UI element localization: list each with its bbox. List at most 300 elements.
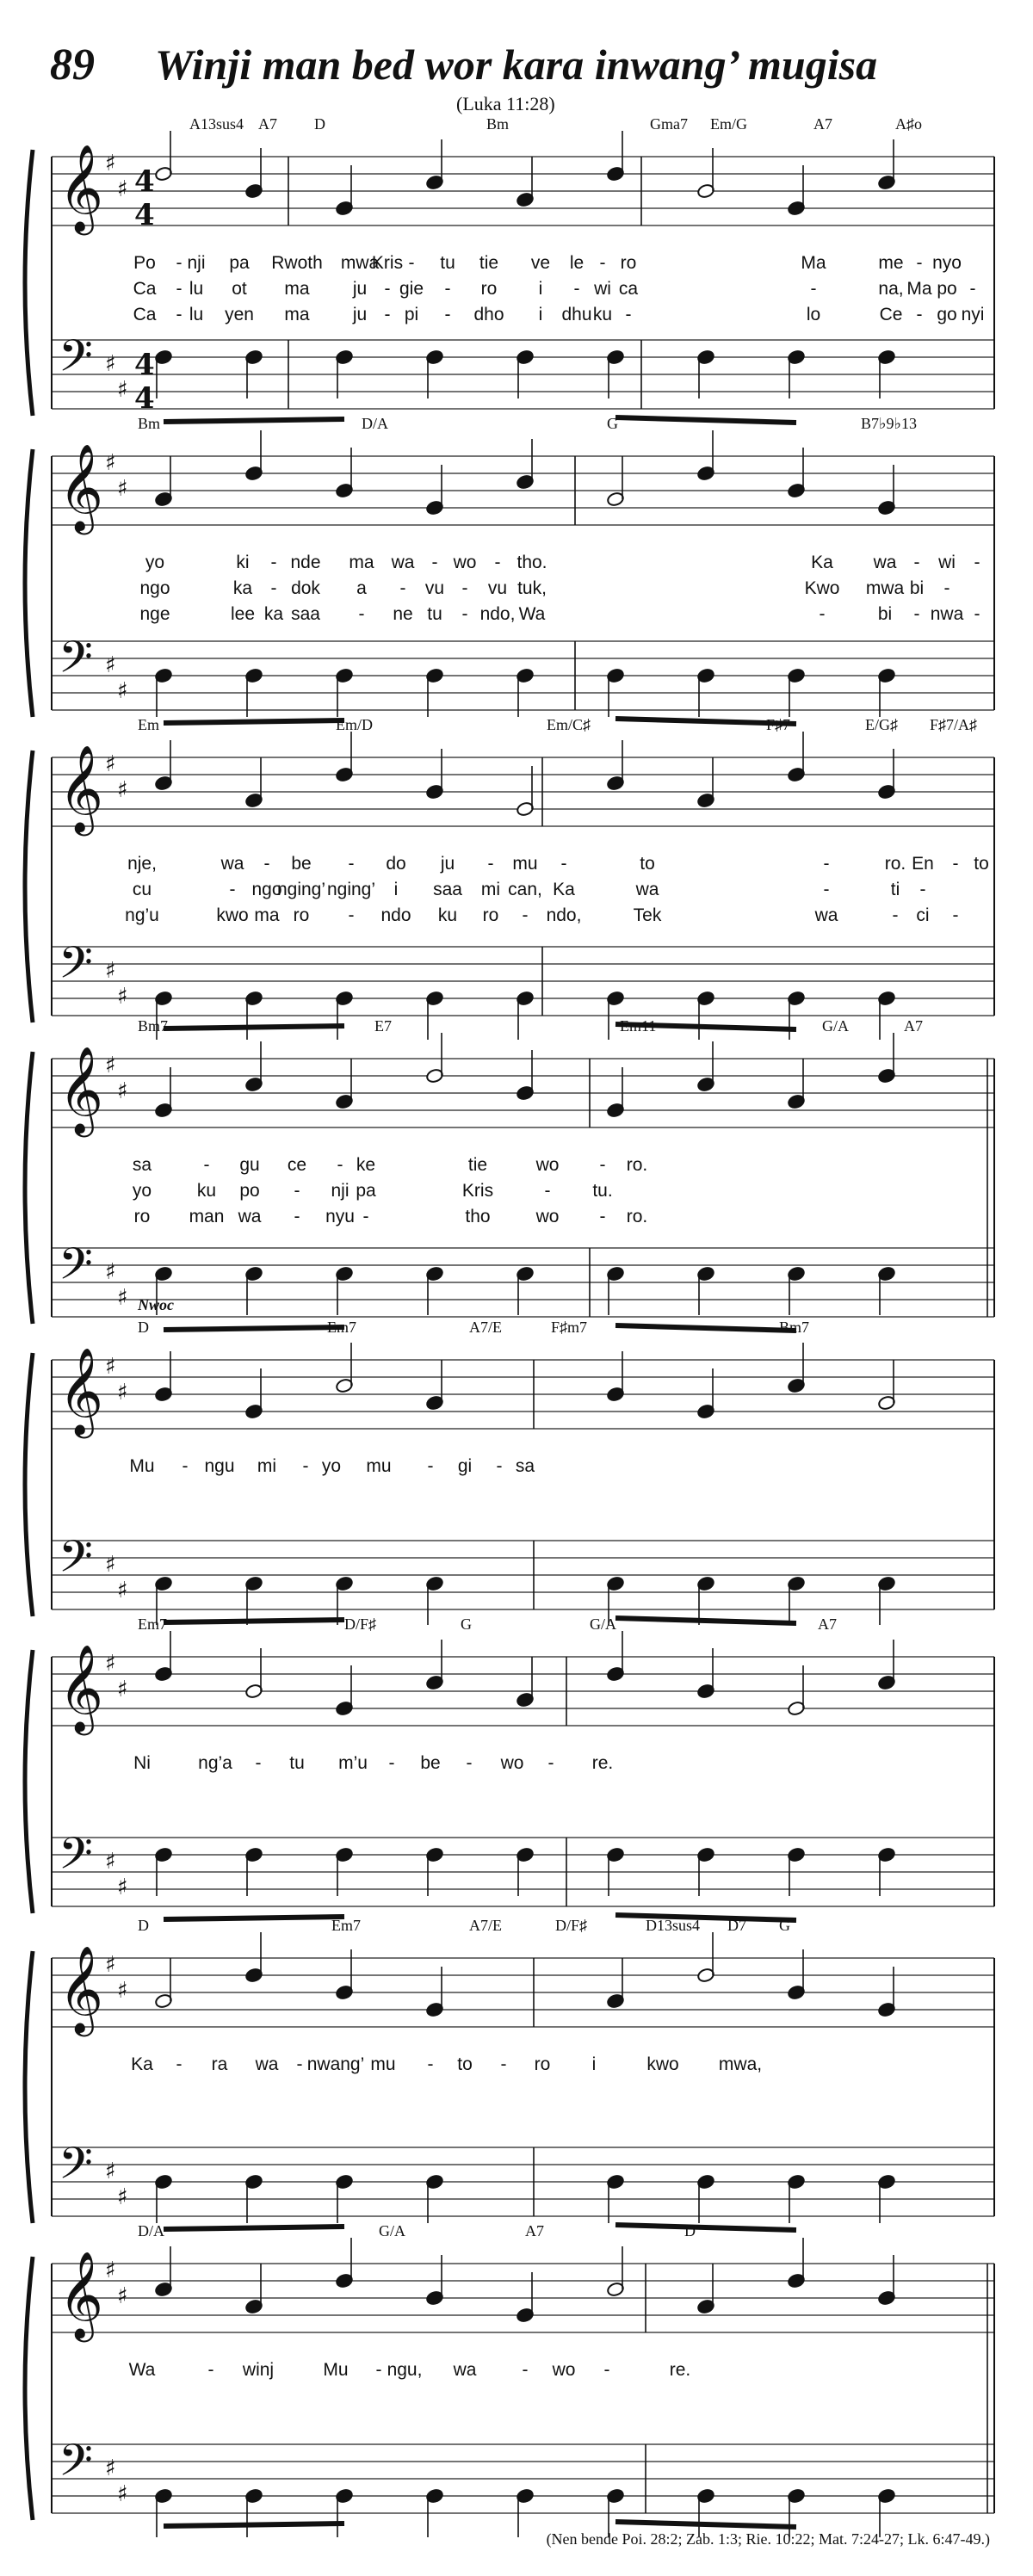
lyric-syllable: wi <box>938 553 956 572</box>
key-signature-sharp: ♯ <box>117 1380 128 1405</box>
lyric-syllable: - <box>913 604 920 624</box>
time-signature-bottom: 4 <box>134 381 155 416</box>
hymn-number: 89 <box>50 40 95 90</box>
chord-symbol: Bm7 <box>138 1017 169 1035</box>
lyric-syllable: ku <box>592 305 613 324</box>
lyric-syllable: ro <box>620 253 637 273</box>
lyric-syllable: Ma <box>801 253 826 273</box>
lyric-syllable: - <box>427 2054 434 2074</box>
chord-symbol: D/A <box>362 415 388 432</box>
lyric-syllable: - <box>263 854 270 874</box>
lyric-syllable: nyo <box>932 253 962 273</box>
key-signature-sharp: ♯ <box>117 678 128 704</box>
lyric-syllable: ku <box>437 905 458 925</box>
lyric-syllable: - <box>819 604 826 624</box>
lyric-syllable: - <box>974 604 980 624</box>
lyric-syllable: pa <box>229 253 250 273</box>
key-signature-sharp: ♯ <box>117 1285 128 1311</box>
lyric-syllable: wo <box>552 2360 576 2380</box>
lyric-syllable: gi <box>457 1456 473 1476</box>
lyric-syllable: - <box>176 305 182 324</box>
lyric-syllable: to <box>640 854 655 874</box>
lyric-syllable: pa <box>356 1181 376 1201</box>
lyric-syllable: wa <box>238 1207 262 1226</box>
chord-symbol: Em/C♯ <box>547 716 591 733</box>
lyric-syllable: ng’a <box>198 1753 232 1773</box>
lyric-syllable: Ka <box>131 2054 153 2074</box>
bass-clef: 𝄢 <box>59 2137 93 2200</box>
lyric-syllable: yo <box>132 1181 152 1201</box>
chord-symbol: G/A <box>590 1615 616 1633</box>
note-beam <box>615 1325 796 1331</box>
key-signature-sharp: ♯ <box>117 176 128 202</box>
key-signature-sharp: ♯ <box>117 1578 128 1603</box>
lyric-syllable: mu <box>512 854 538 874</box>
lyric-syllable: mi <box>480 880 501 899</box>
lyric-syllable: - <box>444 305 451 324</box>
key-signature-sharp: ♯ <box>117 984 128 1010</box>
key-signature-sharp: ♯ <box>105 2159 116 2184</box>
chord-symbol: A13sus4 <box>189 115 244 133</box>
note-beam <box>615 1915 796 1920</box>
chord-symbol: Gma7 <box>650 115 688 133</box>
lyric-syllable: saa <box>291 604 320 624</box>
lyric-syllable: ndo, <box>479 604 516 624</box>
lyric-syllable: - <box>182 1456 189 1476</box>
key-signature-sharp: ♯ <box>105 1053 116 1078</box>
lyric-syllable: i <box>393 880 399 899</box>
lyric-syllable: ce <box>287 1155 307 1175</box>
lyric-syllable: - <box>599 1207 606 1226</box>
lyric-syllable: - <box>296 2054 303 2074</box>
lyric-syllable: ro <box>480 279 498 299</box>
key-signature-sharp: ♯ <box>105 351 116 377</box>
lyric-syllable: gu <box>239 1155 260 1175</box>
lyric-syllable: tu <box>427 604 442 624</box>
system-bracket <box>25 449 33 717</box>
key-signature-sharp: ♯ <box>117 777 128 803</box>
lyric-syllable: tho. <box>516 553 547 572</box>
chord-symbol: A7/E <box>469 1917 502 1934</box>
lyric-syllable: tu <box>289 1753 305 1773</box>
lyric-syllable: ma <box>254 905 280 925</box>
lyric-syllable: - <box>207 2360 214 2380</box>
lyric-syllable: lo <box>806 305 821 324</box>
lyric-syllable: Mu <box>129 1456 155 1476</box>
chord-symbol: D <box>684 2222 696 2239</box>
chord-symbol: Bm7 <box>779 1319 810 1336</box>
lyric-syllable: - <box>270 578 277 598</box>
chord-symbol: Em7 <box>331 1917 361 1934</box>
lyric-syllable: can, <box>508 880 542 899</box>
lyric-syllable: ro. <box>626 1155 648 1175</box>
treble-clef: 𝄞 <box>59 143 104 232</box>
lyric-syllable: - <box>599 1155 606 1175</box>
note-beam <box>615 1618 796 1623</box>
treble-clef: 𝄞 <box>59 1346 104 1435</box>
lyric-syllable: - <box>919 880 926 899</box>
chord-symbol: Em/G <box>710 115 747 133</box>
lyric-syllable: - <box>358 604 365 624</box>
chord-symbol: D/A <box>138 2222 164 2239</box>
lyric-syllable: i <box>538 279 543 299</box>
lyric-syllable: ma <box>349 553 374 572</box>
lyric-syllable: nji <box>331 1181 349 1201</box>
lyric-syllable: Kris <box>371 253 404 273</box>
lyric-syllable: - <box>913 553 920 572</box>
lyric-syllable: - <box>496 1456 503 1476</box>
lyric-syllable: - <box>408 253 415 273</box>
lyric-syllable: wa <box>255 2054 279 2074</box>
lyric-syllable: - <box>294 1181 300 1201</box>
lyric-syllable: nwang’ <box>306 2054 365 2074</box>
lyric-syllable: - <box>337 1155 343 1175</box>
lyric-syllable: Po <box>133 253 156 273</box>
chord-symbol: A7 <box>904 1017 923 1035</box>
lyric-syllable: ne <box>393 604 413 624</box>
key-signature-sharp: ♯ <box>117 1078 128 1104</box>
lyric-syllable: po <box>937 279 957 299</box>
chord-symbol: A♯o <box>895 115 922 133</box>
lyric-syllable: - <box>203 1155 210 1175</box>
lyric-syllable: ngu <box>204 1456 235 1476</box>
lyric-syllable: Ka <box>811 553 833 572</box>
lyric-syllable: Ca <box>133 279 157 299</box>
lyric-syllable: yen <box>225 305 254 324</box>
note-beam <box>164 1327 344 1330</box>
lyric-syllable: ma <box>284 305 310 324</box>
bass-clef: 𝄢 <box>59 1530 93 1593</box>
note-beam <box>164 2523 344 2526</box>
chord-symbol: G <box>607 415 618 432</box>
lyric-syllable: - <box>399 578 406 598</box>
lyric-syllable: ka <box>263 604 284 624</box>
lyric-syllable: man <box>189 1207 225 1226</box>
lyric-syllable: tie <box>467 1155 488 1175</box>
lyric-syllable: Ca <box>133 305 157 324</box>
lyric-syllable: - <box>916 305 923 324</box>
chord-symbol: F♯7/A♯ <box>930 716 978 733</box>
lyric-syllable: - <box>444 279 451 299</box>
lyric-syllable: tie <box>479 253 499 273</box>
treble-clef: 𝄞 <box>59 1643 104 1732</box>
lyric-syllable: En <box>912 854 934 874</box>
note-beam <box>164 2227 344 2229</box>
lyric-syllable: kwo <box>646 2054 679 2074</box>
lyric-syllable: po <box>239 1181 260 1201</box>
lyric-syllable: lu <box>189 305 204 324</box>
bass-clef: 𝄢 <box>59 1827 93 1890</box>
chord-symbol: E7 <box>374 1017 392 1035</box>
lyric-syllable: Wa <box>518 604 546 624</box>
bass-clef: 𝄢 <box>59 330 93 392</box>
lyric-syllable: Kwo <box>804 578 840 598</box>
lyric-syllable: dhu <box>561 305 592 324</box>
lyric-syllable: cu <box>132 880 152 899</box>
lyric-syllable: - <box>362 1207 369 1226</box>
lyric-syllable: ci <box>916 905 930 925</box>
lyric-syllable: ju <box>352 305 368 324</box>
hymn-title: Winji man bed wor kara inwang’ mugisa <box>155 40 878 89</box>
chord-symbol: E/G♯ <box>865 716 898 733</box>
system-bracket <box>25 1052 33 1324</box>
key-signature-sharp: ♯ <box>105 151 116 176</box>
lyric-syllable: Tek <box>633 905 662 925</box>
lyric-syllable: - <box>573 279 580 299</box>
note-beam <box>615 417 796 423</box>
lyric-syllable: mu <box>370 2054 396 2074</box>
lyric-syllable: - <box>176 2054 182 2074</box>
key-signature-sharp: ♯ <box>117 2184 128 2210</box>
lyric-syllable: ke <box>356 1155 376 1175</box>
lyric-syllable: mwa <box>865 578 905 598</box>
lyric-syllable: - <box>384 279 391 299</box>
lyric-syllable: ro <box>482 905 499 925</box>
chord-symbol: A7 <box>525 2222 544 2239</box>
lyric-syllable: ndo <box>380 905 411 925</box>
time-signature-top: 4 <box>134 348 155 382</box>
key-signature-sharp: ♯ <box>117 377 128 403</box>
lyric-syllable: mwa <box>340 253 380 273</box>
lyric-syllable: - <box>823 880 830 899</box>
note-beam <box>164 419 344 422</box>
key-signature-sharp: ♯ <box>117 2283 128 2309</box>
time-signature-top: 4 <box>134 164 155 199</box>
lyric-syllable: nde <box>290 553 321 572</box>
lyric-syllable: Rwoth <box>271 253 323 273</box>
lyric-syllable: m’u <box>338 1753 368 1773</box>
lyric-syllable: - <box>461 578 468 598</box>
system-bracket <box>25 751 33 1022</box>
lyric-syllable: re. <box>669 2360 691 2380</box>
lyric-syllable: ki <box>236 553 250 572</box>
key-signature-sharp: ♯ <box>105 1259 116 1285</box>
lyric-syllable: ca <box>618 279 639 299</box>
chord-symbol: A7 <box>258 115 277 133</box>
lyric-syllable: - <box>916 253 923 273</box>
key-signature-sharp: ♯ <box>117 2481 128 2507</box>
key-signature-sharp: ♯ <box>105 1952 116 1978</box>
lyric-syllable: gie <box>399 279 424 299</box>
key-signature-sharp: ♯ <box>105 958 116 984</box>
lyric-syllable: - <box>302 1456 309 1476</box>
chord-symbol: Em/D <box>336 716 373 733</box>
note-beam <box>615 2225 796 2230</box>
lyric-syllable: - <box>823 854 830 874</box>
lyric-syllable: tuk, <box>517 578 547 598</box>
lyric-syllable: - <box>892 905 899 925</box>
system-bracket <box>25 1951 33 2223</box>
lyric-syllable: Ka <box>553 880 575 899</box>
chord-symbol: Bm <box>486 115 510 133</box>
lyric-syllable: ro <box>133 1207 151 1226</box>
lyric-syllable: na, <box>878 279 904 299</box>
treble-clef: 𝄞 <box>59 2250 104 2338</box>
lyric-syllable: wa <box>220 854 244 874</box>
lyric-syllable: - <box>348 854 355 874</box>
lyric-syllable: ro <box>293 905 310 925</box>
lyric-syllable: Ce <box>879 305 903 324</box>
lyric-syllable: wa <box>391 553 415 572</box>
key-signature-sharp: ♯ <box>105 1849 116 1875</box>
chord-symbol: F♯7 <box>766 716 791 733</box>
chord-symbol: D/F♯ <box>344 1615 377 1633</box>
time-signature-bottom: 4 <box>134 198 155 232</box>
chord-symbol: A7 <box>818 1615 837 1633</box>
key-signature-sharp: ♯ <box>117 1978 128 2004</box>
chord-symbol: Em7 <box>327 1319 356 1336</box>
lyric-syllable: - <box>943 578 950 598</box>
lyric-syllable: - <box>255 1753 262 1773</box>
bass-clef: 𝄢 <box>59 2434 93 2497</box>
lyric-syllable: - <box>176 279 182 299</box>
key-signature-sharp: ♯ <box>105 1651 116 1677</box>
lyric-syllable: dho <box>473 305 504 324</box>
lyric-syllable: nje, <box>127 854 157 874</box>
lyric-syllable: saa <box>433 880 462 899</box>
lyric-syllable: ngu, <box>387 2360 423 2380</box>
treble-clef: 𝄞 <box>59 744 104 832</box>
chord-symbol: A7/E <box>469 1319 502 1336</box>
chord-symbol: Em <box>138 716 159 733</box>
lyric-syllable: - <box>229 880 236 899</box>
lyric-syllable: - <box>431 553 438 572</box>
key-signature-sharp: ♯ <box>117 476 128 502</box>
lyric-syllable: wa <box>635 880 659 899</box>
lyric-syllable: pi <box>404 305 419 324</box>
note-beam <box>164 1620 344 1622</box>
lyric-syllable: vu <box>487 578 508 598</box>
lyric-syllable: ot <box>232 279 247 299</box>
lyric-syllable: winj <box>242 2360 275 2380</box>
lyric-syllable: wa <box>814 905 838 925</box>
scripture-reference: (Luka 11:28) <box>456 93 555 114</box>
lyric-syllable: - <box>375 2360 382 2380</box>
lyric-syllable: - <box>270 553 277 572</box>
section-label: Nwoc <box>138 1296 174 1313</box>
lyric-syllable: do <box>386 854 406 874</box>
key-signature-sharp: ♯ <box>117 1677 128 1702</box>
lyric-syllable: sa <box>132 1155 152 1175</box>
lyric-syllable: - <box>348 905 355 925</box>
lyric-syllable: - <box>974 553 980 572</box>
note-beam <box>615 2522 796 2527</box>
lyric-syllable: ndo, <box>546 905 582 925</box>
lyric-syllable: sa <box>515 1456 535 1476</box>
lyric-syllable: - <box>176 253 182 273</box>
lyric-syllable: - <box>599 253 606 273</box>
lyric-syllable: ma <box>284 279 310 299</box>
lyric-syllable: wo <box>535 1155 560 1175</box>
chord-symbol: D <box>138 1917 149 1934</box>
lyric-syllable: ku <box>196 1181 217 1201</box>
lyric-syllable: wo <box>453 553 477 572</box>
lyric-syllable: - <box>388 1753 395 1773</box>
key-signature-sharp: ♯ <box>105 1552 116 1578</box>
note-beam <box>164 720 344 723</box>
lyric-syllable: nji <box>187 253 206 273</box>
system-bracket <box>25 2257 33 2520</box>
lyric-syllable: - <box>427 1456 434 1476</box>
key-signature-sharp: ♯ <box>105 1354 116 1380</box>
lyric-syllable: tu <box>440 253 455 273</box>
lyric-syllable: - <box>294 1207 300 1226</box>
lyric-syllable: to <box>457 2054 473 2074</box>
footer-references: (Nen bende Poi. 28:2; Zab. 1:3; Rie. 10:22; Mat. 7:24-27; Lk. 6:47-49.) <box>546 2530 990 2548</box>
lyric-syllable: ra <box>211 2054 228 2074</box>
lyric-syllable: ro <box>534 2054 551 2074</box>
lyric-syllable: ka <box>232 578 253 598</box>
chord-symbol: D <box>138 1319 149 1336</box>
lyric-syllable: i <box>538 305 543 324</box>
lyric-syllable: lee <box>230 604 256 624</box>
lyric-syllable: yo <box>145 553 165 572</box>
system-bracket <box>25 150 33 416</box>
lyric-syllable: ng’u <box>125 905 159 925</box>
chord-symbol: D <box>314 115 325 133</box>
lyric-syllable: bi <box>877 604 893 624</box>
lyric-syllable: ti <box>890 880 900 899</box>
lyric-syllable: - <box>487 854 494 874</box>
lyric-syllable: mwa, <box>718 2054 763 2074</box>
lyric-syllable: ro. <box>626 1207 648 1226</box>
key-signature-sharp: ♯ <box>105 652 116 678</box>
note-beam <box>164 1026 344 1029</box>
lyric-syllable: nge <box>139 604 170 624</box>
bass-clef: 𝄢 <box>59 1238 93 1300</box>
lyric-syllable: nwa <box>930 604 964 624</box>
lyric-syllable: - <box>494 553 501 572</box>
lyric-syllable: nging’ <box>326 880 376 899</box>
key-signature-sharp: ♯ <box>105 450 116 476</box>
bass-clef: 𝄢 <box>59 631 93 694</box>
lyric-syllable: - <box>952 854 959 874</box>
lyric-syllable: bi <box>909 578 925 598</box>
chord-symbol: Em11 <box>620 1017 657 1035</box>
lyric-syllable: wa <box>873 553 897 572</box>
lyric-syllable: dok <box>291 578 320 598</box>
lyric-syllable: ro. <box>884 854 906 874</box>
chord-symbol: B7♭9♭13 <box>861 415 917 432</box>
treble-clef: 𝄞 <box>59 442 104 531</box>
lyric-syllable: mu <box>366 1456 392 1476</box>
lyric-syllable: Ni <box>133 1753 151 1773</box>
lyric-syllable: lu <box>189 279 204 299</box>
lyric-syllable: - <box>952 905 959 925</box>
lyric-syllable: ngo <box>139 578 170 598</box>
lyric-syllable: yo <box>321 1456 342 1476</box>
lyric-syllable: tu. <box>592 1181 613 1201</box>
lyric-syllable: me <box>878 253 904 273</box>
note-beam <box>164 1917 344 1919</box>
lyric-syllable: wa <box>453 2360 477 2380</box>
lyric-syllable: kwo <box>216 905 249 925</box>
lyric-syllable: ju <box>440 854 455 874</box>
chord-symbol: A7 <box>813 115 832 133</box>
lyric-syllable: Kris <box>461 1181 494 1201</box>
lyric-syllable: i <box>591 2054 597 2074</box>
lyric-syllable: wo <box>500 1753 524 1773</box>
lyric-syllable: Mu <box>323 2360 349 2380</box>
lyric-syllable: be <box>420 1753 441 1773</box>
lyric-syllable: to <box>974 854 989 874</box>
chord-symbol: D/F♯ <box>555 1917 588 1934</box>
lyric-syllable: tho <box>465 1207 491 1226</box>
key-signature-sharp: ♯ <box>117 1875 128 1900</box>
lyric-syllable: be <box>291 854 312 874</box>
chord-symbol: Em7 <box>138 1615 167 1633</box>
treble-clef: 𝄞 <box>59 1944 104 2033</box>
